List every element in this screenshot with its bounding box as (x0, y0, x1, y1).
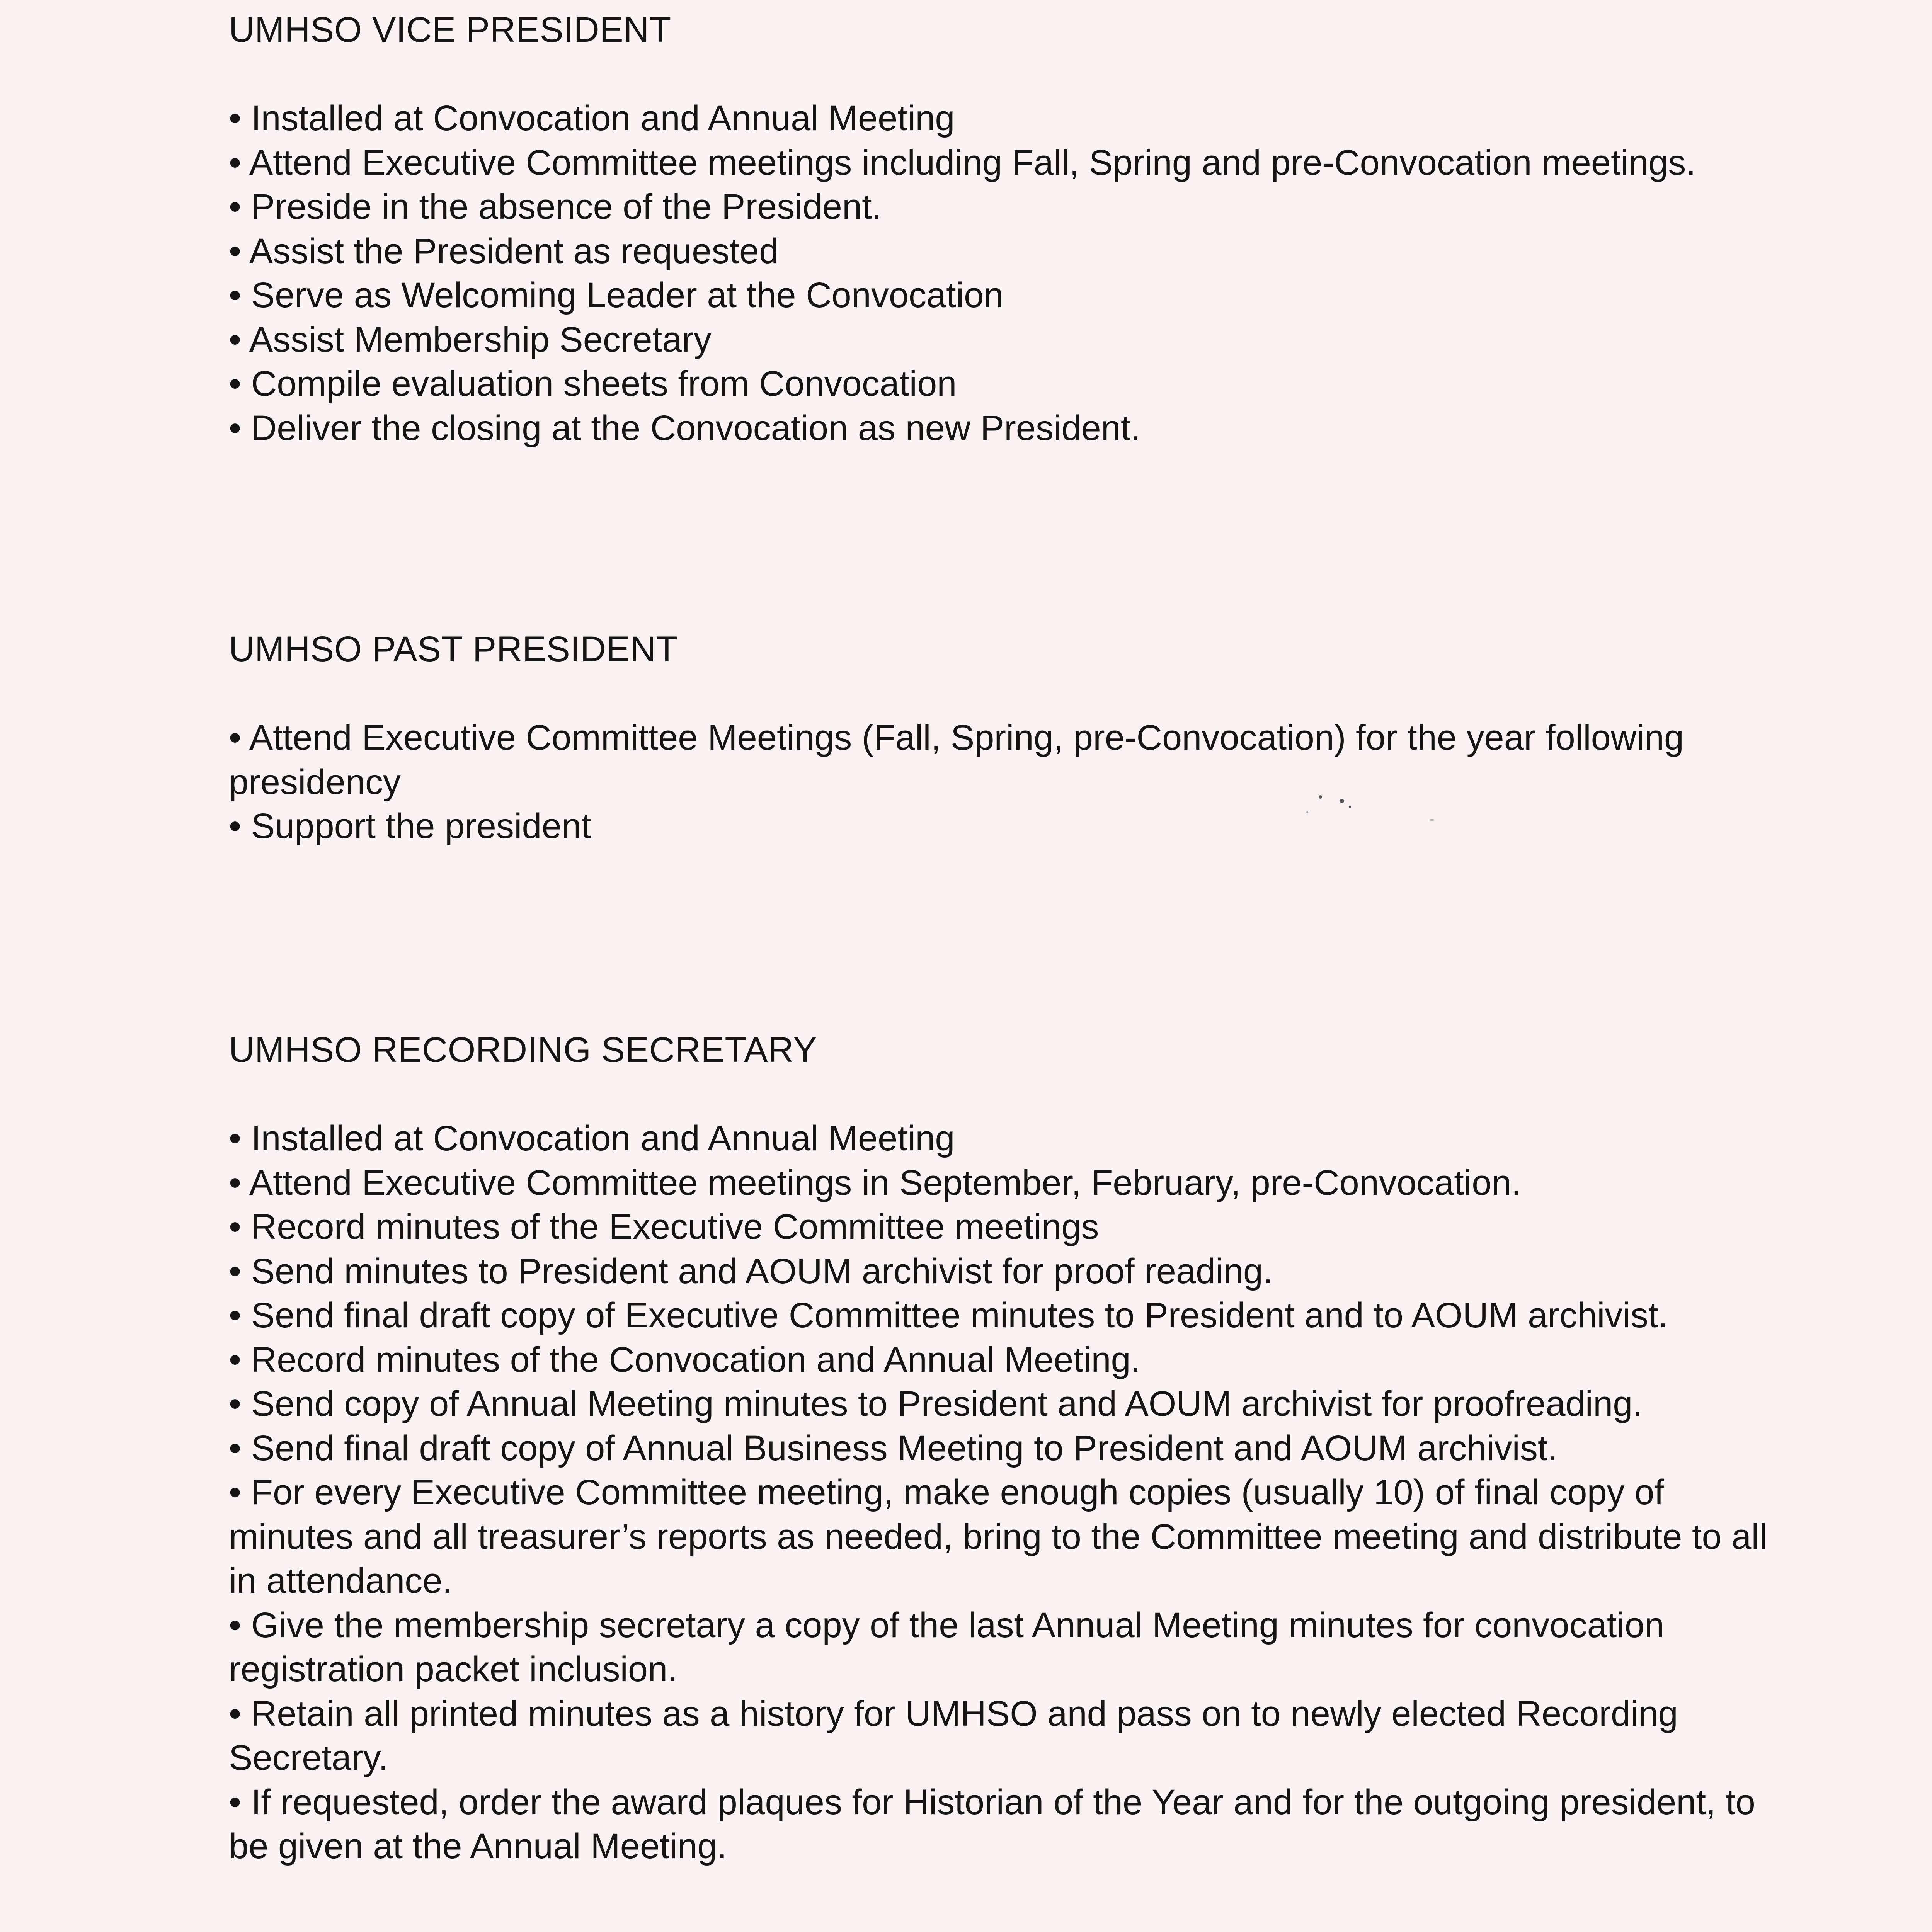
list-item: • For every Executive Committee meeting, make enough copies (usually 10) of final copy of minutes and all treasurer’s reports as needed, bring to the Committee meeting and distribute to all in attendance. (229, 1473, 1767, 1600)
scan-speck (1319, 795, 1322, 799)
list-item: • Assist the President as requested (229, 231, 779, 271)
list-item: • Installed at Convocation and Annual Meeting (229, 99, 955, 138)
duties-list (229, 716, 1775, 849)
scan-speck (1340, 799, 1344, 803)
list-item: • Assist Membership Secretary (229, 320, 712, 359)
list-item: • Compile evaluation sheets from Convocation (229, 364, 957, 403)
list-item: • Support the president (229, 806, 591, 846)
list-item: • Installed at Convocation and Annual Meeting (229, 1119, 955, 1158)
list-item: • Attend Executive Committee meetings in September, February, pre-Convocation. (229, 1163, 1522, 1202)
list-item: • Record minutes of the Executive Committee meetings (229, 1207, 1099, 1247)
list-item: • Retain all printed minutes as a history for UMHSO and pass on to newly elected Recording Secretary. (229, 1694, 1678, 1777)
section-heading: UMHSO PAST PRESIDENT (229, 629, 678, 669)
list-item: • Send copy of Annual Meeting minutes to President and AOUM archivist for proofreading. (229, 1384, 1643, 1423)
vice-president-section (229, 8, 1775, 450)
list-item: • Send final draft copy of Executive Committee minutes to President and to AOUM archivist. (229, 1296, 1668, 1335)
recording-secretary-section (229, 1028, 1775, 1869)
scan-speck (1429, 819, 1435, 821)
list-item: • Give the membership secretary a copy of the last Annual Meeting minutes for convocation registration packet inclusion. (229, 1605, 1665, 1689)
list-item: • If requested, order the award plaques for Historian of the Year and for the outgoing president, to be given at the Annual Meeting. (229, 1782, 1755, 1866)
list-item: • Send final draft copy of Annual Business Meeting to President and AOUM archivist. (229, 1428, 1558, 1468)
section-heading: UMHSO VICE PRESIDENT (229, 10, 671, 49)
section-heading: UMHSO RECORDING SECRETARY (229, 1030, 817, 1070)
list-item: • Record minutes of the Convocation and Annual Meeting. (229, 1340, 1141, 1379)
list-item: • Attend Executive Committee Meetings (Fall, Spring, pre-Convocation) for the year following presidency (229, 718, 1684, 802)
duties-list (229, 96, 1775, 450)
list-item: • Serve as Welcoming Leader at the Convocation (229, 276, 1004, 315)
list-item: • Send minutes to President and AOUM archivist for proof reading. (229, 1251, 1273, 1291)
scan-speck (1349, 806, 1351, 808)
list-item: • Preside in the absence of the President. (229, 187, 882, 226)
past-president-section (229, 627, 1775, 849)
scan-speck (1306, 811, 1308, 813)
list-item: • Attend Executive Committee meetings including Fall, Spring and pre-Convocation meetings. (229, 143, 1696, 182)
duties-list (229, 1116, 1775, 1869)
list-item: • Deliver the closing at the Convocation as new President. (229, 408, 1141, 448)
